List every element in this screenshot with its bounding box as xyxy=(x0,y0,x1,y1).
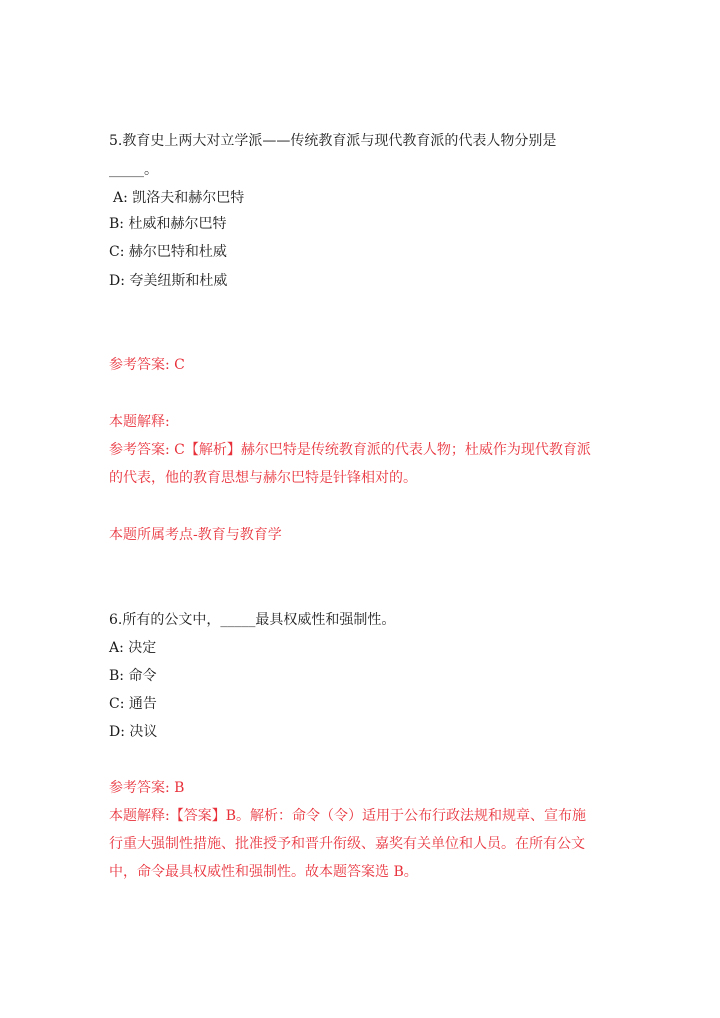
q5-stem-line2: _____。 xyxy=(109,162,158,178)
q5-explain-line2: 的代表，他的教育思想与赫尔巴特是针锋相对的。 xyxy=(109,470,417,486)
q5-stem-line1: 5.教育史上两大对立学派——传统教育派与现代教育派的代表人物分别是 xyxy=(109,133,557,149)
q6-stem: 6.所有的公文中，_____最具权威性和强制性。 xyxy=(109,612,396,628)
q6-option-c: C: 通告 xyxy=(109,696,157,712)
q5-option-a: A: 凯洛夫和赫尔巴特 xyxy=(113,190,245,206)
q5-explain-title: 本题解释: xyxy=(109,414,170,430)
q6-explain-line1: 本题解释:【答案】B。解析：命令（令）适用于公布行政法规和规章、宣布施 xyxy=(109,808,587,824)
q6-explain-line3: 中，命令最具权威性和强制性。故本题答案选 B。 xyxy=(109,864,418,880)
q5-topic: 本题所属考点-教育与教育学 xyxy=(109,527,282,543)
q6-option-b: B: 命令 xyxy=(109,668,157,684)
q6-answer: 参考答案: B xyxy=(109,780,185,796)
q6-option-a: A: 决定 xyxy=(109,640,157,656)
q5-option-d: D: 夸美纽斯和杜威 xyxy=(109,273,228,289)
q6-option-d: D: 决议 xyxy=(109,724,158,740)
q6-explain-line2: 行重大强制性措施、批准授予和晋升衔级、嘉奖有关单位和人员。在所有公文 xyxy=(109,836,585,852)
q5-option-c: C: 赫尔巴特和杜威 xyxy=(109,244,227,260)
q5-explain-line1: 参考答案: C【解析】赫尔巴特是传统教育派的代表人物；杜威作为现代教育派 xyxy=(109,442,591,458)
q5-option-b: B: 杜威和赫尔巴特 xyxy=(109,216,227,232)
q5-answer: 参考答案: C xyxy=(109,357,185,373)
